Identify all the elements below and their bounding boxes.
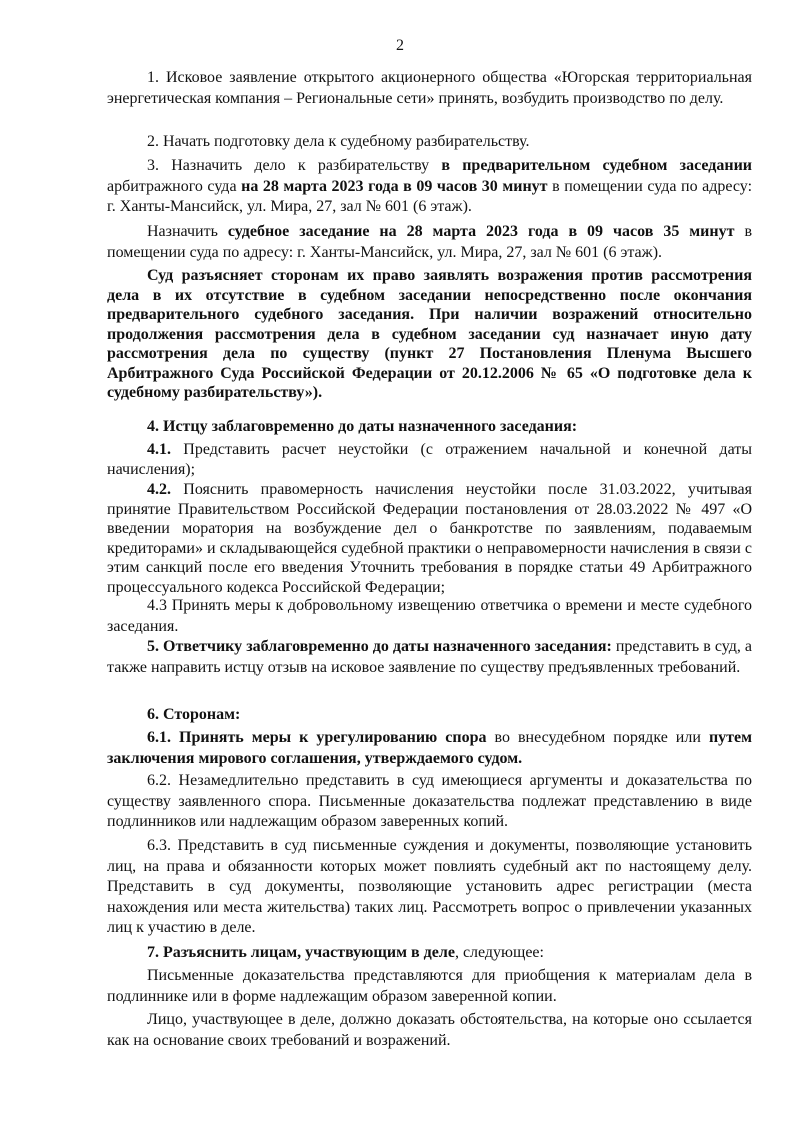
paragraph-8 bbox=[107, 480, 752, 597]
paragraph-15-text: , следующее: bbox=[454, 944, 544, 961]
paragraph-4-bold-b: судебное заседание на 28 марта 2023 года в 09 часов 35 минут bbox=[227, 223, 735, 240]
paragraph-12-text: во внесудебном порядке или bbox=[486, 729, 709, 746]
paragraph-7-number: 4.1. bbox=[147, 441, 171, 458]
paragraph-7 bbox=[107, 440, 752, 479]
paragraph-12 bbox=[107, 728, 752, 769]
paragraph-4-part-a: Назначить bbox=[147, 223, 228, 240]
paragraph-11-text: 6. Сторонам: bbox=[147, 706, 241, 723]
paragraph-3-bold-b: в предварительном судебном заседании bbox=[441, 157, 753, 174]
paragraph-14 bbox=[107, 836, 752, 939]
paragraph-7-text: Представить расчет неустойки (с отражением начальной и конечной даты начисления); bbox=[107, 441, 752, 478]
paragraph-10-text: представить в суд, а также направить истцу отзыв на исковое заявление по существу предъявленных требований. bbox=[107, 638, 752, 676]
paragraph-17 bbox=[107, 1010, 752, 1051]
paragraph-4-part-c: в помещении суда по адресу: г. Ханты-Мансийск, ул. Мира, 27, зал № 601 (6 этаж). bbox=[107, 223, 752, 261]
paragraph-6-text: 4. Истцу заблаговременно до даты назначенного заседания: bbox=[147, 418, 578, 435]
paragraph-13-text: 6.2. Незамедлительно представить в суд имеющиеся аргументы и доказательства по существу заявленного спора. Письменные доказательства подлежат представлению в виде подлинников или надлежащим образом заверенных копий. bbox=[107, 772, 752, 830]
paragraph-15-bold: 7. Разъяснить лицам, участвующим в деле bbox=[147, 944, 455, 961]
paragraph-3 bbox=[107, 156, 752, 218]
paragraph-2-text: 2. Начать подготовку дела к судебному разбирательству. bbox=[147, 133, 530, 150]
paragraph-5 bbox=[107, 266, 752, 403]
paragraph-2 bbox=[107, 132, 752, 153]
paragraph-6 bbox=[107, 417, 752, 438]
paragraph-14-text: 6.3. Представить в суд письменные суждения и документы, позволяющие установить лиц, на права и обязанности которых может повлиять судебный акт по настоящему делу. Представить в суд документы, позволяющие установить адрес регистрации (места нахождения или места жительства) таких лиц. Рассмотреть вопрос о привлечении указанных лиц к участию в деле. bbox=[107, 837, 752, 936]
paragraph-9 bbox=[107, 596, 752, 637]
paragraph-3-part-a: 3. Назначить дело к разбирательству bbox=[147, 157, 442, 174]
paragraph-1 bbox=[107, 68, 752, 109]
paragraph-11 bbox=[107, 705, 752, 726]
paragraph-15 bbox=[107, 943, 752, 964]
paragraph-16 bbox=[107, 966, 752, 1007]
paragraph-3-part-c: арбитражного суда bbox=[107, 177, 242, 195]
paragraph-9-text: 4.3 Принять меры к добровольному извещению ответчика о времени и месте судебного заседания. bbox=[107, 597, 752, 635]
paragraph-8-text: Пояснить правомерность начисления неустойки после 31.03.2022, учитывая принятие Правительством Российской Федерации постановления от 28.03.2022 № 497 «О введении моратория на возбуждение дел о банкротстве по заявлениям, подаваемым кредиторами» и складывающейся судебной практики о неправомерности начисления в связи с этим санкций после его введения Уточнить требования в порядке статьи 49 Арбитражного процессуального кодекса Российской Федерации; bbox=[107, 481, 752, 596]
paragraph-5-text: Суд разъясняет сторонам их право заявлять возражения против рассмотрения дела в их отсутствие в судебном заседании непосредственно после окончания предварительного судебного заседания. При наличии возражений относительно продолжения рассмотрения дела в судебном заседании суд назначает иную дату рассмотрения дела по существу (пункт 27 Постановления Пленума Высшего Арбитражного Суда Российской Федерации от 20.12.2006 № 65 «О подготовке дела к судебному разбирательству»). bbox=[107, 267, 752, 401]
paragraph-3-bold-d: на 28 марта 2023 года в 09 часов 30 минут bbox=[241, 177, 548, 195]
paragraph-12-bold-c: путем заключения мирового соглашения, утверждаемого судом. bbox=[107, 729, 753, 767]
paragraph-17-text: Лицо, участвующее в деле, должно доказать обстоятельства, на которые оно ссылается как на основание своих требований и возражений. bbox=[107, 1011, 752, 1049]
paragraph-10 bbox=[107, 637, 752, 678]
paragraph-4 bbox=[107, 222, 752, 263]
paragraph-8-number: 4.2. bbox=[147, 481, 171, 498]
paragraph-12-bold-a: 6.1. Принять меры к урегулированию спора bbox=[147, 729, 487, 746]
paragraph-1-text: 1. Исковое заявление открытого акционерного общества «Югорская территориальная энергетическая компания – Региональные сети» принять, возбудить производство по делу. bbox=[107, 69, 752, 107]
paragraph-3-part-e: в помещении суда по адресу: г. Ханты-Мансийск, ул. Мира, 27, зал № 601 (6 этаж). bbox=[107, 177, 753, 215]
paragraph-16-text: Письменные доказательства представляются для приобщения к материалам дела в подлиннике или в форме надлежащим образом заверенной копии. bbox=[107, 967, 752, 1005]
page-number: 2 bbox=[396, 37, 404, 54]
paragraph-10-bold: 5. Ответчику заблаговременно до даты назначенного заседания: bbox=[147, 638, 612, 655]
paragraph-13 bbox=[107, 771, 752, 833]
